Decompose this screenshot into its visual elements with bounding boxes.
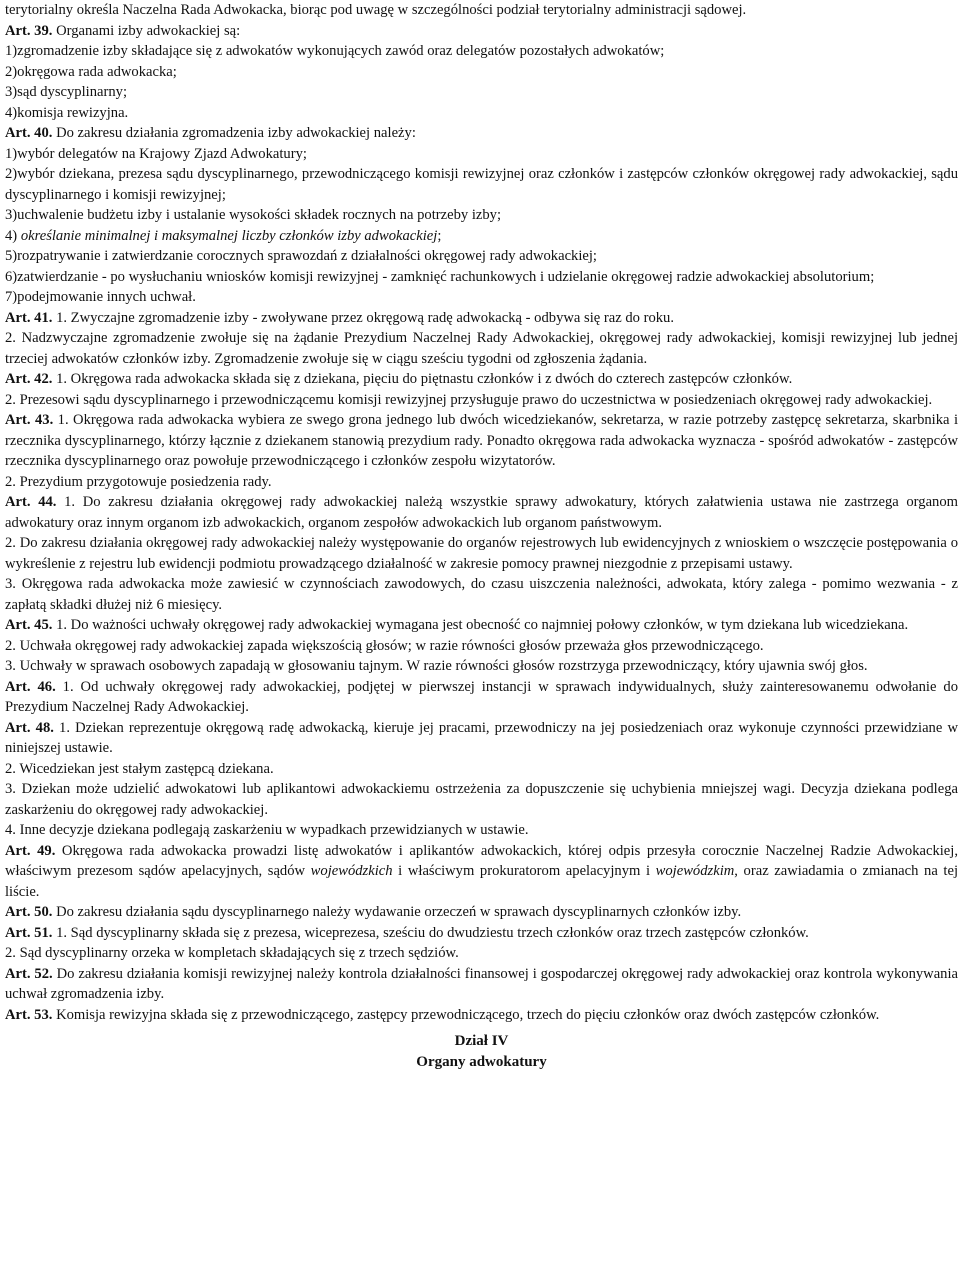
- paragraph: [5, 0, 958, 21]
- paragraph-text: 4. Inne decyzje dziekana podlegają zaskarżeniu w wypadkach przewidzianych w ustawie.: [5, 822, 529, 838]
- list-item: [5, 205, 958, 226]
- article-43: [5, 410, 958, 472]
- paragraph-text: 2. Uchwała okręgowej rady adwokackiej zapada większością głosów; w razie równości głosów przeważa głos przewodniczącego.: [5, 637, 764, 654]
- paragraph-text: 2. Do zakresu działania okręgowej rady adwokackiej należy występowanie do organów rejestrowych lub ewidencyjnych z wnioskiem o wszczęcie postępowania o wykreślenie z rejestru lub ewidencji podmiotu prowadzącego działalność w zakresie pomocy prawnej niezgodnie z przepisami ustawy.: [5, 535, 958, 572]
- article-text: 1. Od uchwały okręgowej rady adwokackiej, podjętej w pierwszej instancji w sprawach indywidualnych, służy zainteresowanemu odwołanie do Prezydium Naczelnej Rady Adwokackiej.: [5, 678, 958, 715]
- article-44: [5, 492, 958, 533]
- article-label: Art. 39.: [5, 22, 53, 39]
- list-item: [5, 287, 958, 308]
- paragraph: [5, 574, 958, 615]
- article-46: [5, 677, 958, 718]
- article-text: 1. Do zakresu działania okręgowej rady adwokackiej należą wszystkie sprawy adwokatury, których załatwienia ustawa nie zastrzega organom adwokatury oraz innym organom izb adwokackich, organom zespołów adwokackich lub organom państwowym.: [5, 494, 958, 531]
- article-text: 1. Zwyczajne zgromadzenie izby - zwoływane przez okręgową radę adwokacką - odbywa się raz do roku.: [52, 309, 674, 326]
- list-item-text: 2)wybór dziekana, prezesa sądu dyscyplinarnego, przewodniczącego komisji rewizyjnej oraz członków i zastępców członków okręgowej rady adwokackiej, sądu dyscyplinarnego i komisji rewizyjnej;: [5, 166, 958, 203]
- article-label: Art. 46.: [5, 678, 56, 695]
- article-42: [5, 369, 958, 390]
- article-label: Art. 50.: [5, 904, 53, 920]
- article-label: Art. 48.: [5, 719, 54, 736]
- paragraph: [5, 943, 958, 964]
- article-label: Art. 52.: [5, 965, 53, 982]
- list-item: [5, 144, 958, 165]
- article-45: [5, 615, 958, 636]
- article-label: Art. 49.: [5, 842, 56, 859]
- section-title: Organy adwokatury: [416, 1054, 547, 1070]
- list-item-end: ;: [437, 227, 442, 244]
- article-text: Do zakresu działania komisji rewizyjnej należy kontrola działalności finansowej i gospodarczej okręgowej rady adwokackiej oraz kontrola wykonywania uchwał zgromadzenia izby.: [5, 965, 959, 1002]
- paragraph: [5, 820, 958, 841]
- article-label: Art. 42.: [5, 371, 53, 387]
- list-item-text: 5)rozpatrywanie i zatwierdzanie corocznych sprawozdań z działalności okręgowej rady adwokackiej;: [5, 248, 597, 264]
- article-51: [5, 923, 958, 944]
- paragraph: [5, 390, 958, 411]
- paragraph-text: 3. Uchwały w sprawach osobowych zapadają w głosowaniu tajnym. W razie równości głosów rozstrzyga przewodniczący, który ujawnia swój głos.: [5, 658, 868, 674]
- paragraph-text: 2. Wicedziekan jest stałym zastępcą dziekana.: [5, 760, 274, 777]
- list-item-text: 3)sąd dyscyplinarny;: [5, 84, 127, 100]
- paragraph: [5, 656, 958, 677]
- article-40: [5, 123, 958, 144]
- article-text: , oraz zawiadamia o zmianach na tej liście.: [5, 863, 958, 900]
- list-item-text: 3)uchwalenie budżetu izby i ustalanie wysokości składek rocznych na potrzeby izby;: [5, 207, 502, 223]
- list-item-text: 2)okręgowa rada adwokacka;: [5, 63, 177, 80]
- list-item: [5, 226, 958, 247]
- article-text: 1. Sąd dyscyplinarny składa się z prezesa, wiceprezesa, sześciu do dwudziestu trzech członków oraz trzech zastępców członków.: [52, 924, 809, 941]
- paragraph: [5, 533, 958, 574]
- article-text: 1. Okręgowa rada adwokacka wybiera ze swego grona jednego lub dwóch wicedziekanów, sekretarza, w razie potrzeby zastępcę sekretarza, skarbnika i rzecznika dyscyplinarnego, którzy łącznie z dziekanem stanowią prezydium rady. Ponadto okręgowa rada adwokacka wyznacza - spośród adwokatów - zastępców rzecznika dyscyplinarnego oraz powołuje przewodniczącego i członków zespołu wizytatorów.: [5, 412, 958, 469]
- paragraph: [5, 636, 958, 657]
- list-item: [5, 246, 958, 267]
- list-item-italic-text: określanie minimalnej i maksymalnej liczby członków izby adwokackiej: [20, 227, 438, 244]
- article-label: Art. 44.: [5, 494, 57, 510]
- article-39: [5, 21, 958, 42]
- list-item-number: 4): [5, 227, 21, 244]
- list-item: [5, 267, 958, 288]
- article-text: i właściwym prokuratorom apelacyjnym i: [392, 863, 656, 879]
- article-52: [5, 964, 958, 1005]
- paragraph: [5, 779, 958, 820]
- article-italic-text: wojewódzkim: [655, 863, 735, 879]
- list-item-text: 1)zgromadzenie izby składające się z adwokatów wykonujących zawód oraz delegatów pozostałych adwokatów;: [5, 43, 665, 59]
- article-49: [5, 841, 958, 903]
- article-text: 1. Okręgowa rada adwokacka składa się z dziekana, pięciu do piętnastu członków i z dwóch do czterech zastępców członków.: [52, 371, 793, 387]
- article-text: Do zakresu działania sądu dyscyplinarnego należy wydawanie orzeczeń w sprawach dyscyplinarnych członków izby.: [52, 904, 742, 920]
- paragraph-text: 3. Okręgowa rada adwokacka może zawiesić w czynnościach zawodowych, do czasu uiszczenia należności, adwokata, który zalega - pomimo wezwania - z zapłatą składki dłużej niż 6 miesięcy.: [5, 576, 958, 613]
- article-label: Art. 40.: [5, 125, 53, 141]
- document-page: [5, 0, 958, 1073]
- article-label: Art. 53.: [5, 1006, 53, 1023]
- article-label: Art. 41.: [5, 309, 53, 326]
- list-item: [5, 62, 958, 83]
- list-item-text: 6)zatwierdzanie - po wysłuchaniu wniosków komisji rewizyjnej - zamknięć rachunkowych i udzielanie okręgowej radzie adwokackiej absolutorium;: [5, 268, 875, 285]
- list-item-text: 4)komisja rewizyjna.: [5, 104, 129, 121]
- article-48: [5, 718, 958, 759]
- article-text: Okręgowa rada adwokacka prowadzi listę adwokatów i aplikantów adwokackich, której odpis przesyła corocznie Naczelnej Radzie Adwokackiej, właściwym prezesom sądów apelacyjnych, sądów: [5, 842, 958, 879]
- list-item: [5, 164, 958, 205]
- list-item-text: 1)wybór delegatów na Krajowy Zjazd Adwokatury;: [5, 145, 307, 162]
- list-item: [5, 103, 958, 124]
- paragraph-text: 2. Sąd dyscyplinarny orzeka w kompletach składających się z trzech sędziów.: [5, 945, 459, 961]
- article-label: Art. 51.: [5, 924, 53, 941]
- paragraph: [5, 759, 958, 780]
- list-item: [5, 82, 958, 103]
- paragraph-text: 2. Prezesowi sądu dyscyplinarnego i przewodniczącemu komisji rewizyjnej przysługuje prawo do uczestnictwa w posiedzeniach okręgowej rady adwokackiej.: [5, 391, 933, 408]
- paragraph-text: 2. Prezydium przygotowuje posiedzenia rady.: [5, 473, 272, 490]
- article-label: Art. 45.: [5, 617, 53, 633]
- list-item: [5, 41, 958, 62]
- article-text: 1. Do ważności uchwały okręgowej rady adwokackiej wymagana jest obecność co najmniej połowy członków, w tym dziekana lub wicedziekana.: [52, 617, 909, 633]
- text-line: terytorialny określa Naczelna Rada Adwokacka, biorąc pod uwagę w szczególności podział terytorialny administracji sądowej.: [5, 2, 747, 18]
- article-50: [5, 902, 958, 923]
- paragraph-text: 3. Dziekan może udzielić adwokatowi lub aplikantowi adwokackiemu ostrzeżenia za dopuszczenie się uchybienia mniejszej wagi. Decyzja dziekana podlega zaskarżeniu do okręgowej rady adwokackiej.: [5, 781, 958, 818]
- list-item-text: 7)podejmowanie innych uchwał.: [5, 289, 196, 305]
- article-41: [5, 308, 958, 329]
- paragraph: [5, 328, 958, 369]
- article-53: [5, 1005, 958, 1026]
- article-text: Organami izby adwokackiej są:: [52, 22, 241, 39]
- section-heading: [5, 1031, 958, 1073]
- article-label: Art. 43.: [5, 412, 54, 428]
- article-text: Komisja rewizyjna składa się z przewodniczącego, zastępcy przewodniczącego, trzech do pięciu członków oraz dwóch zastępców członków.: [52, 1006, 880, 1023]
- article-italic-text: wojewódzkich: [310, 863, 393, 879]
- article-text: 1. Dziekan reprezentuje okręgową radę adwokacką, kieruje jej pracami, przewodniczy na jej posiedzeniach oraz wykonuje czynności przewidziane w niniejszej ustawie.: [5, 719, 959, 756]
- article-text: Do zakresu działania zgromadzenia izby adwokackiej należy:: [52, 125, 416, 141]
- paragraph-text: 2. Nadzwyczajne zgromadzenie zwołuje się na żądanie Prezydium Naczelnej Rady Adwokackiej, okręgowej rady adwokackiej, komisji rewizyjnej lub jednej trzeciej adwokatów członków izby. Zgromadzenie zwołuje się w ciągu sześciu tygodni od zgłoszenia żądania.: [5, 330, 958, 367]
- paragraph: [5, 472, 958, 493]
- section-number: Dział IV: [454, 1033, 509, 1049]
